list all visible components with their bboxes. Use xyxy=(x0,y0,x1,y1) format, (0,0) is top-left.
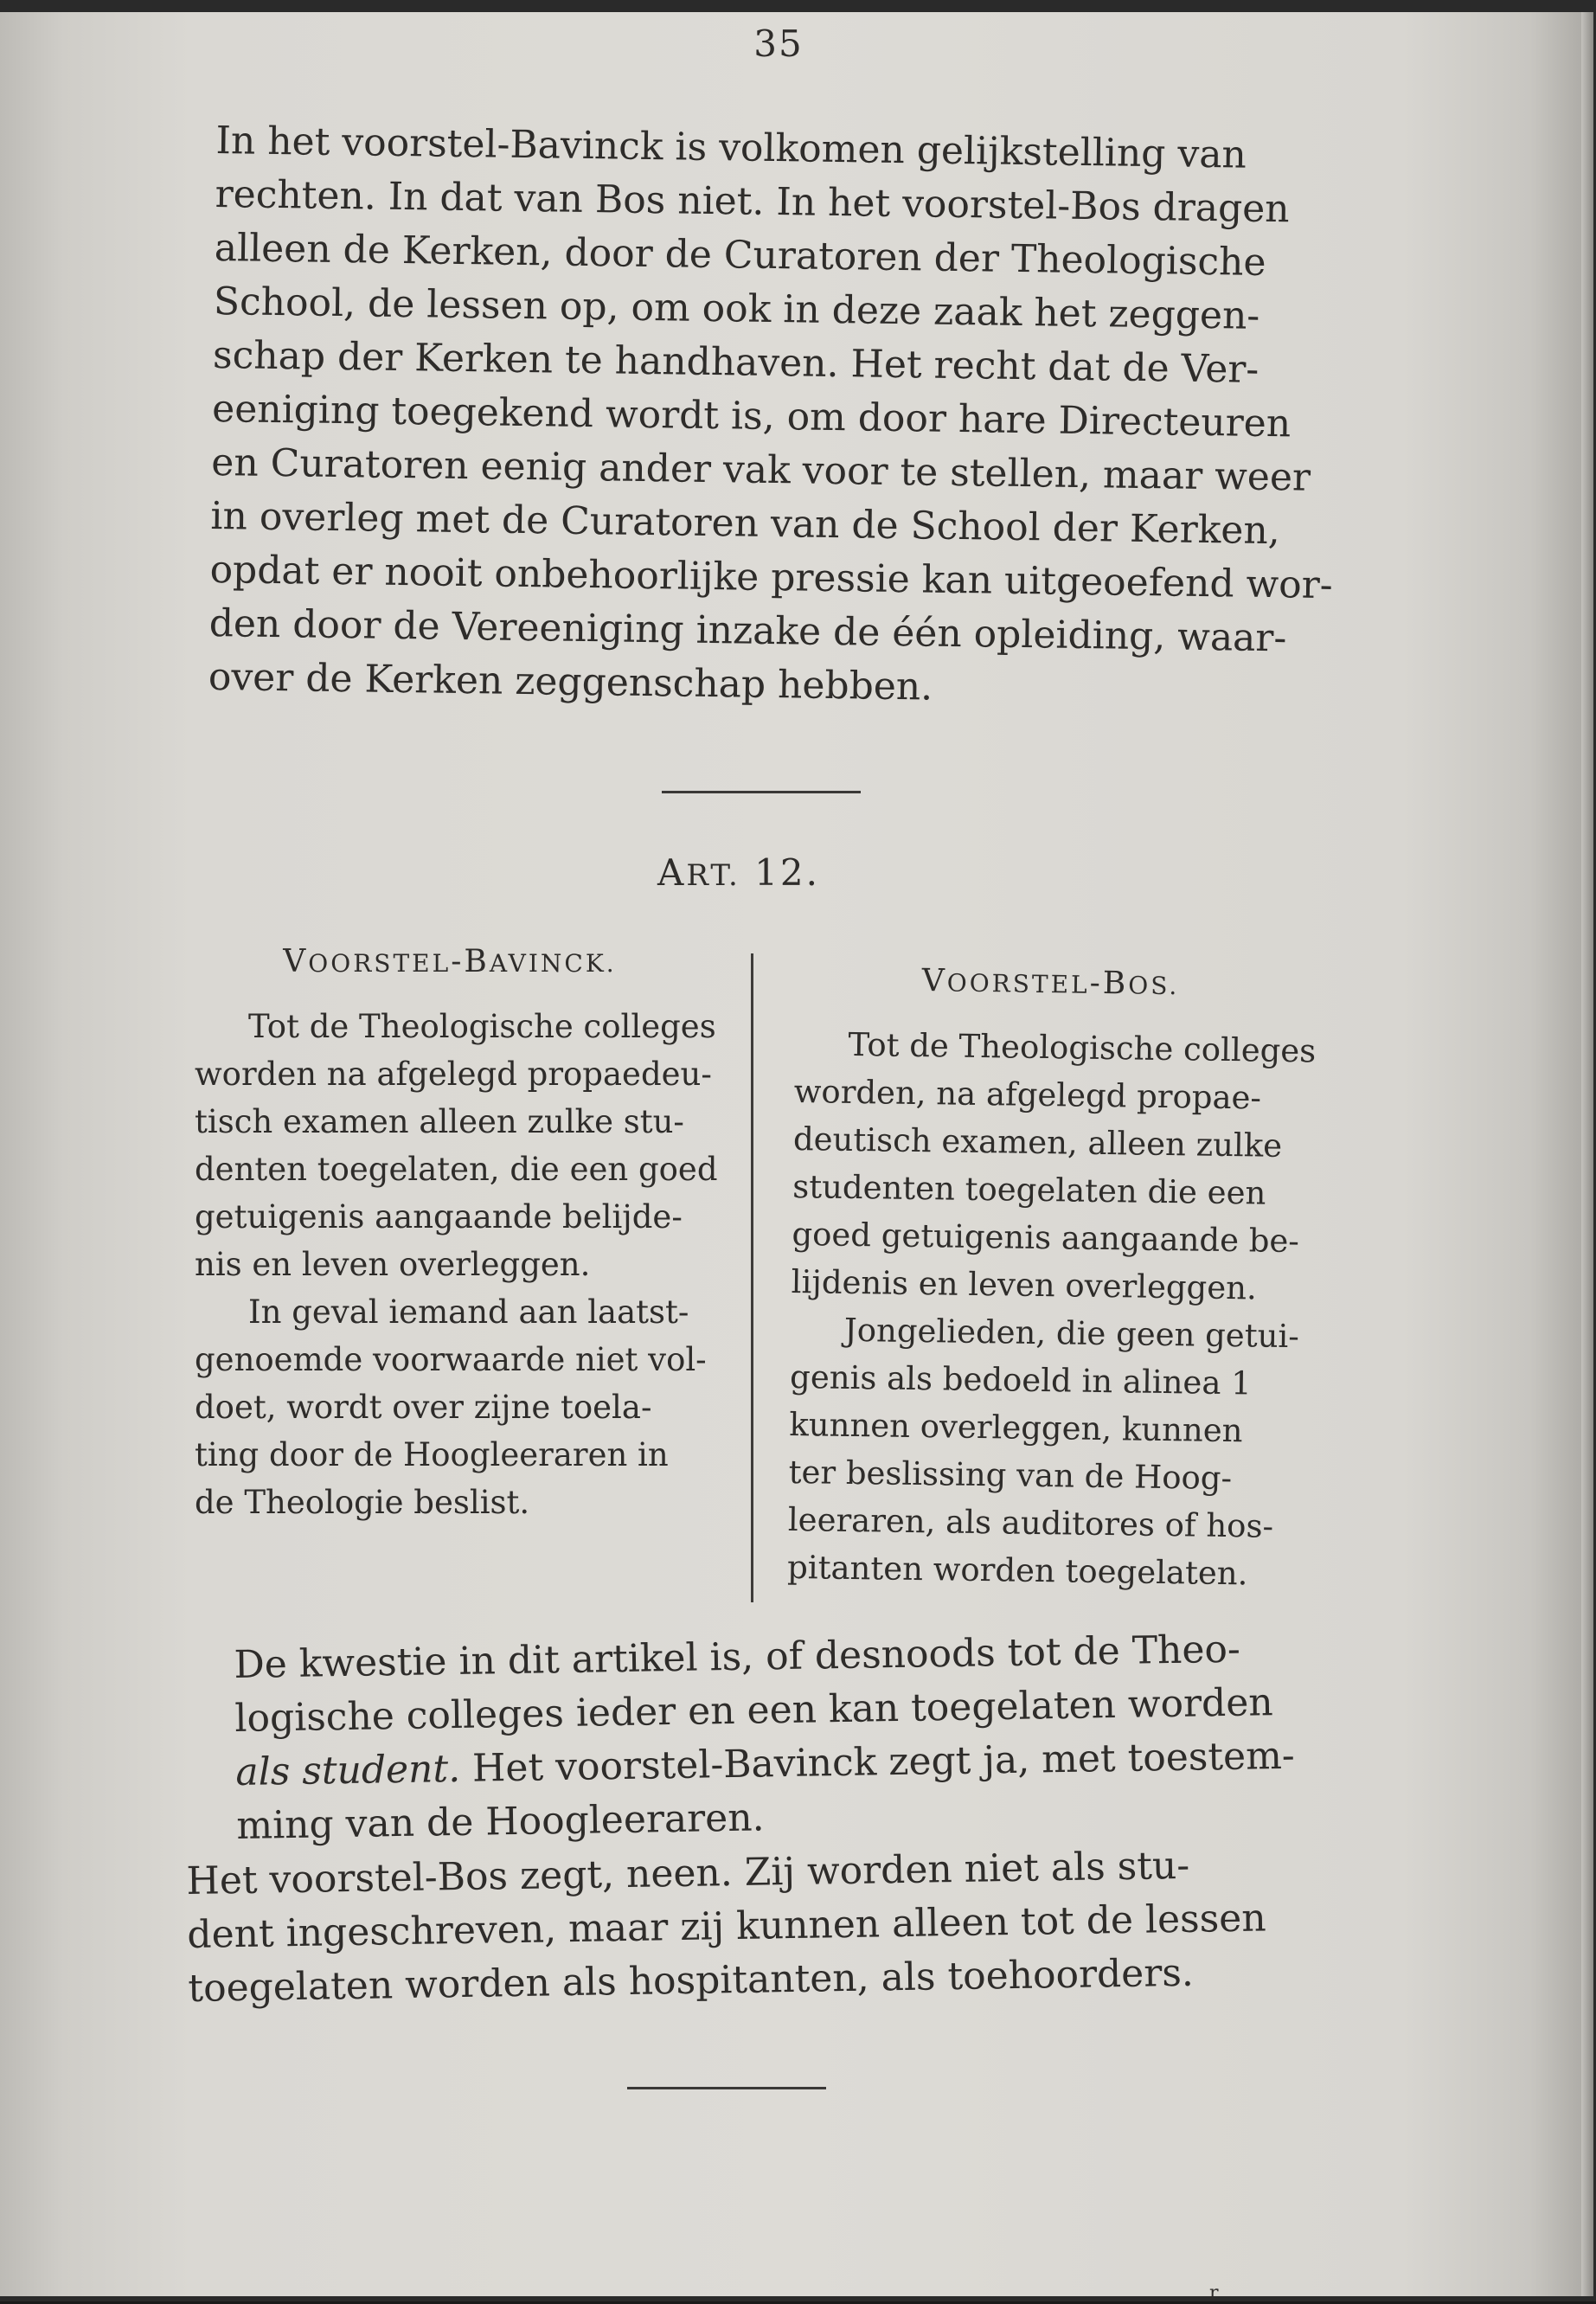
right-column-line: worden, na afgelegd propae- xyxy=(793,1072,1262,1117)
paragraph-1-line: rechten. In dat van Bos niet. In het voorstel-Bos dragen xyxy=(215,171,1290,232)
left-column-line: de Theologie beslist. xyxy=(195,1484,530,1521)
paragraph-1-line: opdat er nooit onbehoorlijke pressie kan uitgeoefend wor- xyxy=(209,547,1333,608)
page-edge xyxy=(1581,12,1593,2296)
end-divider-rule xyxy=(627,2087,826,2089)
left-column-line: In geval iemand aan laatst- xyxy=(248,1293,689,1331)
left-column-line: tisch examen alleen zulke stu- xyxy=(195,1103,684,1140)
left-column-line: worden na afgelegd propaedeu- xyxy=(195,1056,712,1093)
title-cap: V xyxy=(283,944,309,979)
left-column-line: Tot de Theologische colleges xyxy=(248,1008,716,1045)
paragraph-2-line: ming van de Hoogleeraren. xyxy=(236,1795,765,1848)
title-cap: B xyxy=(1102,965,1129,1002)
title-small: OORSTEL xyxy=(946,968,1090,999)
paragraph-1-line: alleen de Kerken, door de Curatoren der Theologische xyxy=(214,225,1266,285)
page-number: 35 xyxy=(753,22,804,65)
paragraph-1-line: In het voorstel-Bavinck is volkomen gelijkstelling van xyxy=(215,118,1247,177)
title-cap: V xyxy=(921,963,948,999)
paragraph-2-line: logische colleges ieder en een kan toegelaten worden xyxy=(234,1680,1274,1741)
paragraph-3-line: dent ingeschreven, maar zij kunnen alleen tot de lessen xyxy=(187,1896,1266,1957)
right-column-title xyxy=(795,955,1306,1011)
right-column-line: studenten toegelaten die een xyxy=(792,1167,1266,1212)
title-small: OS. xyxy=(1128,971,1180,1001)
article-prefix: A xyxy=(657,851,687,894)
paragraph-2 xyxy=(234,1622,1296,1853)
paragraph-1-line: en Curatoren eenig ander vak voor te stellen, maar weer xyxy=(211,440,1311,500)
left-column-line: genoemde voorwaarde niet vol- xyxy=(195,1341,707,1378)
right-column-line: genis als bedoeld in alinea 1 xyxy=(789,1357,1253,1402)
right-column-line: pitanten worden toegelaten. xyxy=(786,1548,1248,1593)
title-small: AVINCK. xyxy=(489,949,617,978)
article-number: 12. xyxy=(740,851,820,894)
right-column-line: goed getuigenis aangaande be- xyxy=(792,1215,1300,1261)
title-cap: B xyxy=(464,944,490,979)
left-column-line: getuigenis aangaande belijde- xyxy=(195,1198,683,1235)
title-dash: - xyxy=(451,944,465,979)
right-column-line: ter beslissing van de Hoog- xyxy=(788,1453,1233,1498)
right-column-line: Tot de Theologische colleges xyxy=(848,1025,1317,1070)
left-column-line: nis en leven overleggen. xyxy=(195,1246,591,1283)
paragraph-2-line-rest: Het voorstel-Bavinck zegt ja, met toestem- xyxy=(459,1733,1296,1791)
article-heading xyxy=(657,851,820,894)
right-column-line: lijdenis en leven overleggen. xyxy=(791,1262,1258,1307)
paragraph-1-line: schap der Kerken te handhaven. Het recht dat de Ver- xyxy=(212,332,1259,392)
left-column-line: ting door de Hoogleeraren in xyxy=(195,1436,669,1473)
right-column-line: kunnen overleggen, kunnen xyxy=(789,1405,1243,1450)
book-page xyxy=(0,12,1593,2304)
paragraph-1-line: den door de Vereeniging inzake de één opleiding, waar- xyxy=(208,600,1287,661)
left-column-line: denten toegelaten, die een goed xyxy=(195,1151,718,1188)
left-column-voorstel-bavinck xyxy=(195,938,718,1526)
title-dash: - xyxy=(1089,965,1104,1001)
italic-phrase: als student. xyxy=(235,1746,461,1794)
paragraph-2-line: De kwestie in dit artikel is, of desnoods tot de Theo- xyxy=(234,1627,1241,1687)
column-divider xyxy=(751,953,753,1602)
footer-mark: r xyxy=(1209,2282,1219,2304)
paragraph-1-line: in overleg met de Curatoren van de School der Kerken, xyxy=(210,493,1281,554)
section-divider-rule xyxy=(662,791,861,793)
paragraph-1-line: eeniging toegekend wordt is, om door hare Directeuren xyxy=(211,386,1292,446)
paragraph-1 xyxy=(208,114,1331,720)
paragraph-3-line: toegelaten worden als hospitanten, als toehoorders. xyxy=(188,1950,1195,2011)
article-prefix-small: RT. xyxy=(686,858,740,893)
paragraph-1-line: over de Kerken zeggenschap hebben. xyxy=(208,654,933,709)
right-column-line: Jongelieden, die geen getui- xyxy=(843,1311,1300,1356)
right-column-line: leeraren, als auditores of hos- xyxy=(787,1500,1274,1545)
title-small: OORSTEL xyxy=(308,949,452,978)
paragraph-1-line: School, de lessen op, om ook in deze zaak het zeggen- xyxy=(213,279,1260,338)
right-column-voorstel-bos xyxy=(786,955,1317,1598)
right-column-line: deutisch examen, alleen zulke xyxy=(792,1120,1283,1165)
left-column-line: doet, wordt over zijne toela- xyxy=(195,1389,652,1426)
paragraph-3 xyxy=(186,1838,1283,2016)
left-column-title xyxy=(195,938,705,987)
paragraph-3-line: Het voorstel-Bos zegt, neen. Zij worden niet als stu- xyxy=(186,1843,1190,1903)
